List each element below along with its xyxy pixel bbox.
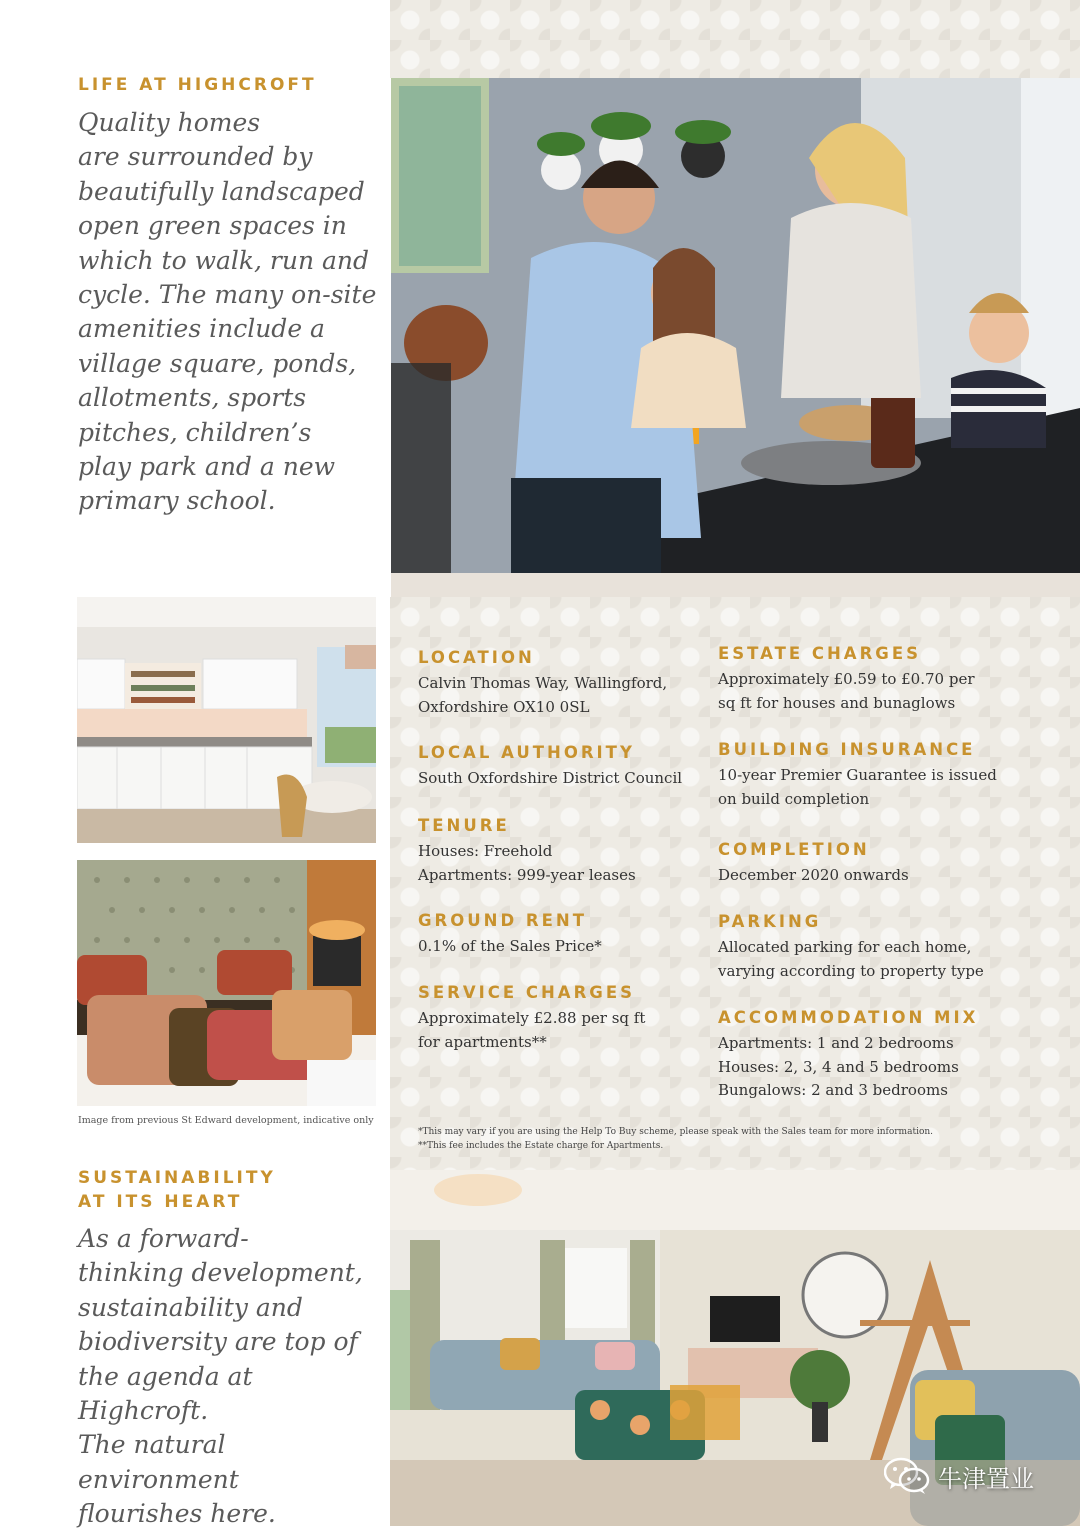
life-paragraph-line: which to walk, run and <box>78 245 370 275</box>
life-paragraph-line: beautifully landscaped <box>78 176 365 206</box>
info-value: Apartments: 1 and 2 bedrooms <box>718 1034 954 1052</box>
info-value: 0.1% of the Sales Price* <box>418 937 602 955</box>
bedroom-photo <box>77 860 376 1106</box>
info-location <box>418 647 667 719</box>
info-label: ESTATE CHARGES <box>718 644 921 663</box>
sustainability-paragraph-line: thinking development, <box>78 1258 363 1288</box>
sustainability-heading-line-2: AT ITS HEART <box>78 1192 243 1212</box>
info-local-authority <box>418 742 682 791</box>
sustainability-paragraph-line: biodiversity are top of <box>78 1327 358 1357</box>
life-paragraph-line: Quality homes <box>78 108 261 137</box>
info-label: BUILDING INSURANCE <box>718 740 976 759</box>
info-label: COMPLETION <box>718 840 870 859</box>
info-value: on build completion <box>718 789 870 808</box>
image-caption: Image from previous St Edward development, indicative only <box>78 1115 374 1126</box>
watermark <box>884 1454 1034 1498</box>
info-tenure <box>418 815 636 887</box>
footnote-estate-charge: **This fee includes the Estate charge for Apartments. <box>418 1141 664 1151</box>
life-paragraph-line: allotments, sports <box>78 383 307 413</box>
life-paragraph-line: pitches, children’s <box>78 417 312 447</box>
info-value: Allocated parking for each home, <box>718 938 972 956</box>
life-heading: LIFE AT HIGHCROFT <box>78 75 317 95</box>
info-label: LOCATION <box>418 648 535 667</box>
watermark-text: 牛津置业 <box>938 1464 1034 1493</box>
info-value: Apartments: 999-year leases <box>418 865 636 884</box>
info-value: December 2020 onwards <box>718 866 909 884</box>
info-value: 10-year Premier Guarantee is issued <box>718 766 997 784</box>
life-paragraph <box>78 106 378 519</box>
sustainability-paragraph-line: The natural environment <box>78 1430 239 1494</box>
info-value: Houses: Freehold <box>418 842 553 860</box>
sustainability-heading-line-1: SUSTAINABILITY <box>78 1168 276 1188</box>
info-estate-charges <box>718 643 975 715</box>
info-label: TENURE <box>418 816 510 835</box>
sustainability-paragraph-line: sustainability and <box>78 1292 303 1322</box>
life-paragraph-line: primary school. <box>78 486 276 516</box>
info-value: for apartments** <box>418 1032 547 1051</box>
info-label: SERVICE CHARGES <box>418 983 635 1002</box>
info-value: South Oxfordshire District Council <box>418 769 683 787</box>
sustainability-paragraph-line: flourishes here. <box>78 1499 276 1529</box>
sustainability-paragraph-line: the agenda at Highcroft. <box>78 1361 253 1426</box>
footnote-help-to-buy: *This may vary if you are using the Help To Buy scheme, please speak with the Sales team for more information. <box>418 1127 934 1137</box>
info-value: Houses: 2, 3, 4 and 5 bedrooms <box>718 1057 959 1076</box>
top-pattern-band <box>390 0 1080 78</box>
info-label: LOCAL AUTHORITY <box>418 743 635 762</box>
family-breakfast-photo <box>391 78 1080 597</box>
info-accommodation-mix <box>718 1007 978 1103</box>
life-paragraph-line: village square, ponds, <box>78 348 357 378</box>
info-ground-rent <box>418 910 602 959</box>
info-value: Approximately £2.88 per sq ft <box>418 1009 646 1027</box>
info-value: Bungalows: 2 and 3 bedrooms <box>718 1081 948 1099</box>
sustainability-paragraph-line: As a forward- <box>78 1224 249 1253</box>
info-label: GROUND RENT <box>418 911 587 930</box>
life-paragraph-line: cycle. The many on-site <box>78 280 377 310</box>
life-paragraph-line: play park and a new <box>78 452 336 482</box>
info-completion <box>718 839 909 888</box>
life-paragraph-line: amenities include a <box>78 314 325 344</box>
sustainability-paragraph <box>78 1222 378 1532</box>
info-value: Calvin Thomas Way, Wallingford, <box>418 674 668 692</box>
info-value: Oxfordshire OX10 0SL <box>418 697 590 716</box>
info-value: varying according to property type <box>718 961 984 980</box>
info-value: Approximately £0.59 to £0.70 per <box>718 670 975 688</box>
info-building-insurance <box>718 739 997 811</box>
info-label: ACCOMMODATION MIX <box>718 1008 979 1027</box>
info-label: PARKING <box>718 912 822 931</box>
info-parking <box>718 911 984 983</box>
life-paragraph-line: are surrounded by <box>78 142 313 172</box>
life-paragraph-line: open green spaces in <box>78 211 347 241</box>
kitchen-photo <box>77 597 376 843</box>
info-value: sq ft for houses and bunaglows <box>718 693 956 712</box>
wechat-icon <box>884 1456 930 1496</box>
info-service-charges <box>418 982 645 1054</box>
